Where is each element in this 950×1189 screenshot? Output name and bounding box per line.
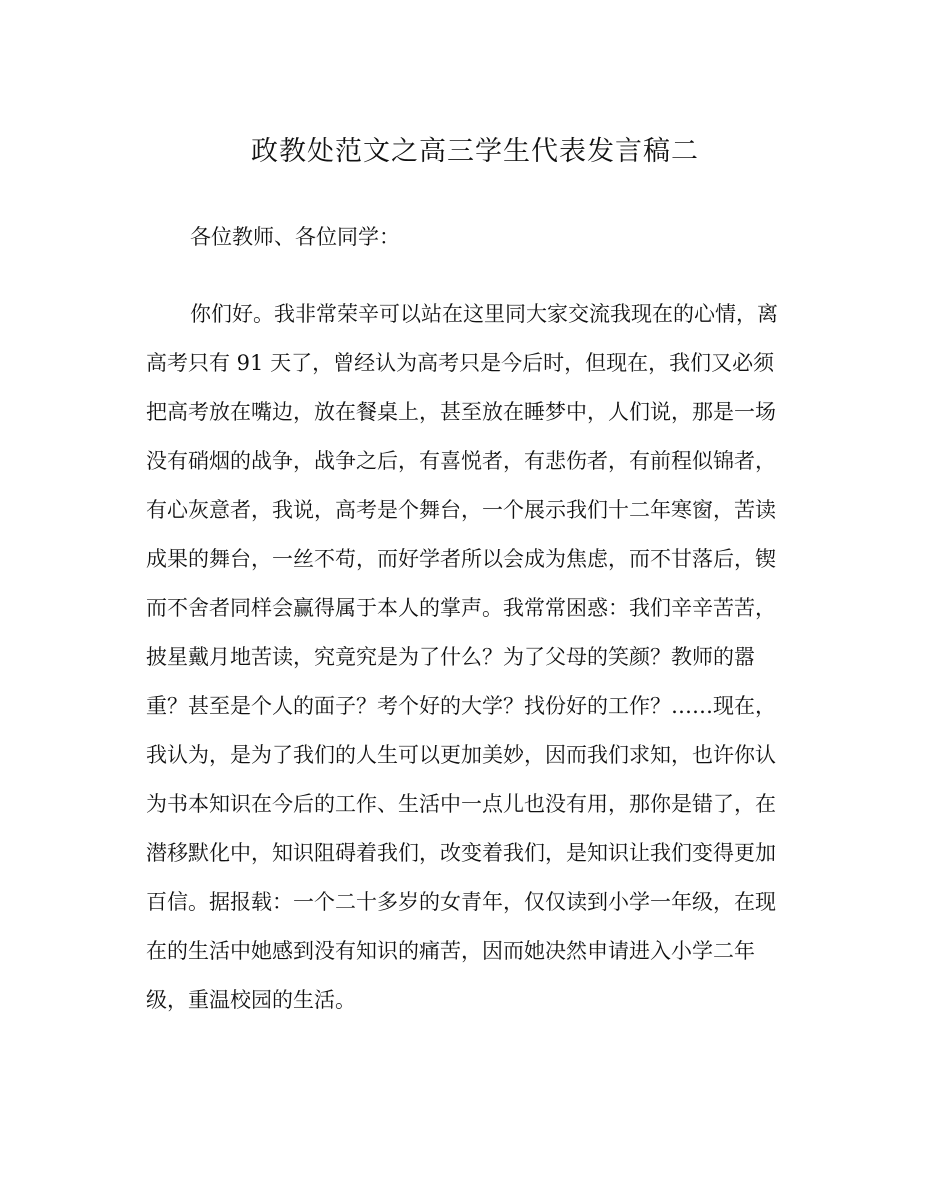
body-line: 披星戴月地苦读，究竟究是为了什么？为了父母的笑颜？教师的嚣: [146, 645, 755, 669]
body-line: 把高考放在嘴边，放在餐桌上，甚至放在睡梦中，人们说，那是一场: [146, 400, 776, 424]
body-line: 有心灰意者，我说，高考是个舞台，一个展示我们十二年寒窗，苦读: [146, 498, 776, 522]
body-line: 百信。据报载：一个二十多岁的女青年，仅仅读到小学一年级，在现: [146, 890, 776, 914]
document-title: 政教处范文之高三学生代表发言稿二: [251, 136, 699, 167]
body-line: 我认为，是为了我们的人生可以更加美妙，因而我们求知，也许你认: [146, 743, 776, 767]
body-line: 没有硝烟的战争，战争之后，有喜悦者，有悲伤者，有前程似锦者，: [146, 449, 776, 473]
body-line: 而不舍者同样会赢得属于本人的掌声。我常常困惑：我们辛辛苦苦，: [146, 596, 776, 620]
body-paragraph: [146, 290, 826, 1025]
salutation: 各位教师、各位同学：: [190, 225, 400, 249]
body-line: 重？甚至是个人的面子？考个好的大学？找份好的工作？……现在，: [146, 694, 776, 718]
body-line: 为书本知识在今后的工作、生活中一点儿也没有用，那你是错了，在: [146, 792, 776, 816]
body-line: 在的生活中她感到没有知识的痛苦，因而她决然申请进入小学二年: [146, 939, 755, 963]
body-line: 成果的舞台，一丝不苟，而好学者所以会成为焦虑，而不甘落后，锲: [146, 547, 776, 571]
body-line: 高考只有 91 天了，曾经认为高考只是今后时，但现在，我们又必须: [146, 351, 775, 375]
body-line: 潜移默化中，知识阻碍着我们，改变着我们，是知识让我们变得更加: [146, 841, 776, 865]
body-line: 你们好。我非常荣辛可以站在这里同大家交流我现在的心情，离: [190, 302, 778, 326]
body-line: 级，重温校园的生活。: [146, 988, 356, 1012]
